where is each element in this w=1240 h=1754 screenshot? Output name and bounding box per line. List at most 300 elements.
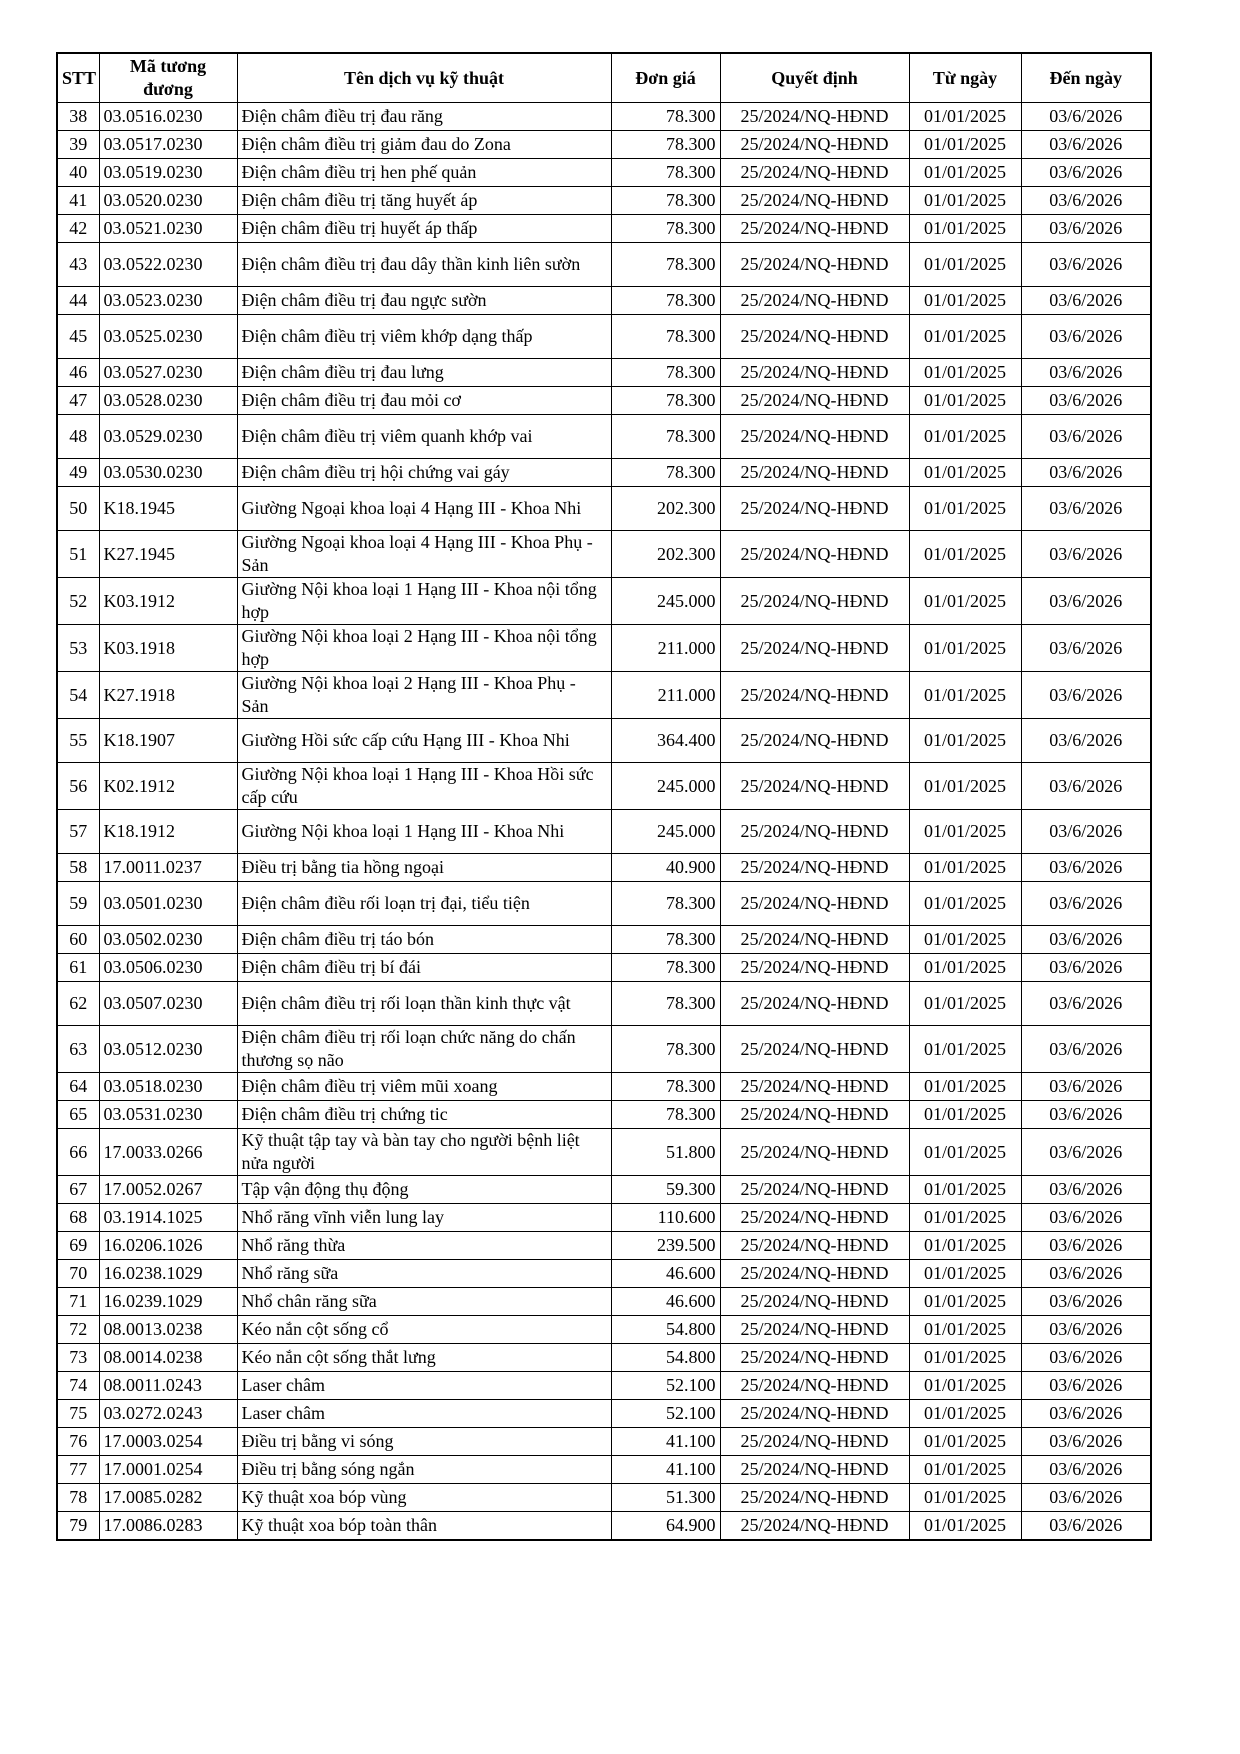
row-code: 03.0521.0230 — [99, 215, 237, 243]
row-from-date: 01/01/2025 — [909, 810, 1021, 854]
row-service-name: Nhổ chân răng sữa — [237, 1288, 611, 1316]
row-from-date: 01/01/2025 — [909, 1176, 1021, 1204]
table-row — [57, 243, 1151, 287]
table-row — [57, 1073, 1151, 1101]
row-code: 08.0011.0243 — [99, 1372, 237, 1400]
table-row — [57, 854, 1151, 882]
row-from-date: 01/01/2025 — [909, 1456, 1021, 1484]
row-code: K18.1912 — [99, 810, 237, 854]
row-code: K02.1912 — [99, 763, 237, 810]
row-service-name: Nhổ răng thừa — [237, 1232, 611, 1260]
row-to-date: 03/6/2026 — [1021, 719, 1151, 763]
row-code: 17.0086.0283 — [99, 1512, 237, 1541]
row-to-date: 03/6/2026 — [1021, 1484, 1151, 1512]
row-to-date: 03/6/2026 — [1021, 159, 1151, 187]
row-code: 03.0516.0230 — [99, 103, 237, 131]
row-to-date: 03/6/2026 — [1021, 1129, 1151, 1176]
row-price: 78.300 — [611, 187, 720, 215]
row-decision: 25/2024/NQ-HĐND — [720, 1101, 909, 1129]
table-row — [57, 531, 1151, 578]
row-code: 03.1914.1025 — [99, 1204, 237, 1232]
table-row — [57, 187, 1151, 215]
row-price: 40.900 — [611, 854, 720, 882]
row-stt: 75 — [57, 1400, 99, 1428]
row-decision: 25/2024/NQ-HĐND — [720, 719, 909, 763]
row-price: 78.300 — [611, 926, 720, 954]
row-to-date: 03/6/2026 — [1021, 1512, 1151, 1541]
row-price: 51.800 — [611, 1129, 720, 1176]
row-to-date: 03/6/2026 — [1021, 415, 1151, 459]
row-code: 03.0512.0230 — [99, 1026, 237, 1073]
row-decision: 25/2024/NQ-HĐND — [720, 187, 909, 215]
row-service-name: Điện châm điều trị táo bón — [237, 926, 611, 954]
row-to-date: 03/6/2026 — [1021, 810, 1151, 854]
row-decision: 25/2024/NQ-HĐND — [720, 1512, 909, 1541]
row-to-date: 03/6/2026 — [1021, 854, 1151, 882]
row-decision: 25/2024/NQ-HĐND — [720, 1344, 909, 1372]
row-code: 03.0501.0230 — [99, 882, 237, 926]
row-price: 78.300 — [611, 982, 720, 1026]
row-stt: 45 — [57, 315, 99, 359]
row-to-date: 03/6/2026 — [1021, 487, 1151, 531]
row-decision: 25/2024/NQ-HĐND — [720, 243, 909, 287]
header-decision: Quyết định — [720, 53, 909, 103]
row-price: 364.400 — [611, 719, 720, 763]
row-stt: 67 — [57, 1176, 99, 1204]
row-stt: 63 — [57, 1026, 99, 1073]
row-from-date: 01/01/2025 — [909, 1512, 1021, 1541]
row-to-date: 03/6/2026 — [1021, 1428, 1151, 1456]
row-from-date: 01/01/2025 — [909, 578, 1021, 625]
row-decision: 25/2024/NQ-HĐND — [720, 854, 909, 882]
row-from-date: 01/01/2025 — [909, 387, 1021, 415]
row-decision: 25/2024/NQ-HĐND — [720, 954, 909, 982]
row-stt: 52 — [57, 578, 99, 625]
row-decision: 25/2024/NQ-HĐND — [720, 810, 909, 854]
row-stt: 64 — [57, 1073, 99, 1101]
row-service-name: Kỹ thuật tập tay và bàn tay cho người bệnh liệt nửa người — [237, 1129, 611, 1176]
row-to-date: 03/6/2026 — [1021, 1344, 1151, 1372]
row-stt: 72 — [57, 1316, 99, 1344]
row-to-date: 03/6/2026 — [1021, 387, 1151, 415]
row-to-date: 03/6/2026 — [1021, 1372, 1151, 1400]
row-from-date: 01/01/2025 — [909, 1232, 1021, 1260]
row-to-date: 03/6/2026 — [1021, 672, 1151, 719]
row-service-name: Điện châm điều trị đau ngực sườn — [237, 287, 611, 315]
row-stt: 66 — [57, 1129, 99, 1176]
table-row — [57, 954, 1151, 982]
row-from-date: 01/01/2025 — [909, 1344, 1021, 1372]
row-service-name: Laser châm — [237, 1372, 611, 1400]
row-service-name: Điện châm điều trị huyết áp thấp — [237, 215, 611, 243]
row-decision: 25/2024/NQ-HĐND — [720, 982, 909, 1026]
row-price: 41.100 — [611, 1456, 720, 1484]
table-row — [57, 1484, 1151, 1512]
table-row — [57, 1232, 1151, 1260]
table-row — [57, 459, 1151, 487]
row-decision: 25/2024/NQ-HĐND — [720, 1204, 909, 1232]
row-service-name: Giường Nội khoa loại 2 Hạng III - Khoa Phụ - Sản — [237, 672, 611, 719]
row-to-date: 03/6/2026 — [1021, 531, 1151, 578]
row-stt: 51 — [57, 531, 99, 578]
row-decision: 25/2024/NQ-HĐND — [720, 159, 909, 187]
row-service-name: Giường Nội khoa loại 2 Hạng III - Khoa nội tổng hợp — [237, 625, 611, 672]
row-service-name: Điều trị bằng tia hồng ngoại — [237, 854, 611, 882]
row-to-date: 03/6/2026 — [1021, 1204, 1151, 1232]
row-to-date: 03/6/2026 — [1021, 215, 1151, 243]
row-code: K27.1945 — [99, 531, 237, 578]
row-decision: 25/2024/NQ-HĐND — [720, 215, 909, 243]
row-service-name: Điện châm điều trị rối loạn thần kinh thực vật — [237, 982, 611, 1026]
row-from-date: 01/01/2025 — [909, 243, 1021, 287]
table-row — [57, 763, 1151, 810]
row-price: 78.300 — [611, 387, 720, 415]
row-stt: 56 — [57, 763, 99, 810]
row-decision: 25/2024/NQ-HĐND — [720, 131, 909, 159]
row-from-date: 01/01/2025 — [909, 131, 1021, 159]
table-row — [57, 1204, 1151, 1232]
row-to-date: 03/6/2026 — [1021, 1260, 1151, 1288]
row-stt: 47 — [57, 387, 99, 415]
row-price: 78.300 — [611, 415, 720, 459]
row-decision: 25/2024/NQ-HĐND — [720, 1484, 909, 1512]
row-stt: 39 — [57, 131, 99, 159]
row-from-date: 01/01/2025 — [909, 854, 1021, 882]
row-stt: 42 — [57, 215, 99, 243]
row-stt: 68 — [57, 1204, 99, 1232]
row-stt: 46 — [57, 359, 99, 387]
table-row — [57, 926, 1151, 954]
row-decision: 25/2024/NQ-HĐND — [720, 1176, 909, 1204]
row-code: 17.0085.0282 — [99, 1484, 237, 1512]
row-price: 59.300 — [611, 1176, 720, 1204]
row-to-date: 03/6/2026 — [1021, 131, 1151, 159]
row-price: 78.300 — [611, 359, 720, 387]
row-service-name: Kéo nắn cột sống thắt lưng — [237, 1344, 611, 1372]
row-decision: 25/2024/NQ-HĐND — [720, 287, 909, 315]
row-to-date: 03/6/2026 — [1021, 982, 1151, 1026]
table-row — [57, 1288, 1151, 1316]
row-stt: 41 — [57, 187, 99, 215]
row-to-date: 03/6/2026 — [1021, 954, 1151, 982]
row-code: 16.0206.1026 — [99, 1232, 237, 1260]
table-row — [57, 1512, 1151, 1541]
service-price-table — [56, 52, 1152, 1541]
table-row — [57, 415, 1151, 459]
row-stt: 76 — [57, 1428, 99, 1456]
row-decision: 25/2024/NQ-HĐND — [720, 672, 909, 719]
row-price: 110.600 — [611, 1204, 720, 1232]
row-from-date: 01/01/2025 — [909, 1129, 1021, 1176]
row-stt: 69 — [57, 1232, 99, 1260]
row-price: 54.800 — [611, 1344, 720, 1372]
row-code: 03.0507.0230 — [99, 982, 237, 1026]
row-stt: 74 — [57, 1372, 99, 1400]
row-stt: 62 — [57, 982, 99, 1026]
row-stt: 58 — [57, 854, 99, 882]
table-row — [57, 487, 1151, 531]
row-code: 16.0238.1029 — [99, 1260, 237, 1288]
table-row — [57, 625, 1151, 672]
row-to-date: 03/6/2026 — [1021, 103, 1151, 131]
row-to-date: 03/6/2026 — [1021, 315, 1151, 359]
table-row — [57, 103, 1151, 131]
table-row — [57, 1101, 1151, 1129]
row-to-date: 03/6/2026 — [1021, 1101, 1151, 1129]
row-decision: 25/2024/NQ-HĐND — [720, 578, 909, 625]
row-price: 239.500 — [611, 1232, 720, 1260]
row-service-name: Điện châm điều trị viêm khớp dạng thấp — [237, 315, 611, 359]
row-to-date: 03/6/2026 — [1021, 1232, 1151, 1260]
row-from-date: 01/01/2025 — [909, 1260, 1021, 1288]
row-code: 03.0528.0230 — [99, 387, 237, 415]
row-service-name: Điều trị bằng sóng ngắn — [237, 1456, 611, 1484]
table-row — [57, 1129, 1151, 1176]
row-from-date: 01/01/2025 — [909, 1101, 1021, 1129]
row-decision: 25/2024/NQ-HĐND — [720, 315, 909, 359]
row-from-date: 01/01/2025 — [909, 103, 1021, 131]
row-price: 78.300 — [611, 287, 720, 315]
row-to-date: 03/6/2026 — [1021, 1073, 1151, 1101]
row-decision: 25/2024/NQ-HĐND — [720, 1372, 909, 1400]
row-price: 52.100 — [611, 1400, 720, 1428]
table-row — [57, 578, 1151, 625]
row-price: 51.300 — [611, 1484, 720, 1512]
row-price: 245.000 — [611, 810, 720, 854]
row-decision: 25/2024/NQ-HĐND — [720, 1129, 909, 1176]
table-row — [57, 387, 1151, 415]
row-from-date: 01/01/2025 — [909, 1204, 1021, 1232]
row-decision: 25/2024/NQ-HĐND — [720, 1026, 909, 1073]
row-price: 52.100 — [611, 1372, 720, 1400]
row-stt: 43 — [57, 243, 99, 287]
row-price: 46.600 — [611, 1260, 720, 1288]
row-stt: 77 — [57, 1456, 99, 1484]
row-decision: 25/2024/NQ-HĐND — [720, 1456, 909, 1484]
table-row — [57, 131, 1151, 159]
row-code: 08.0014.0238 — [99, 1344, 237, 1372]
row-from-date: 01/01/2025 — [909, 287, 1021, 315]
table-row — [57, 1176, 1151, 1204]
row-to-date: 03/6/2026 — [1021, 243, 1151, 287]
row-code: 03.0522.0230 — [99, 243, 237, 287]
row-service-name: Điện châm điều trị đau mỏi cơ — [237, 387, 611, 415]
row-from-date: 01/01/2025 — [909, 1372, 1021, 1400]
row-service-name: Điện châm điều trị hội chứng vai gáy — [237, 459, 611, 487]
row-price: 78.300 — [611, 103, 720, 131]
row-stt: 73 — [57, 1344, 99, 1372]
row-to-date: 03/6/2026 — [1021, 1316, 1151, 1344]
row-code: 03.0517.0230 — [99, 131, 237, 159]
table-row — [57, 1400, 1151, 1428]
row-price: 245.000 — [611, 763, 720, 810]
row-service-name: Laser châm — [237, 1400, 611, 1428]
row-price: 78.300 — [611, 243, 720, 287]
row-code: 17.0052.0267 — [99, 1176, 237, 1204]
row-price: 202.300 — [611, 487, 720, 531]
row-service-name: Điện châm điều trị giảm đau do Zona — [237, 131, 611, 159]
row-stt: 59 — [57, 882, 99, 926]
row-from-date: 01/01/2025 — [909, 415, 1021, 459]
row-service-name: Giường Ngoại khoa loại 4 Hạng III - Khoa Nhi — [237, 487, 611, 531]
row-decision: 25/2024/NQ-HĐND — [720, 387, 909, 415]
row-from-date: 01/01/2025 — [909, 1428, 1021, 1456]
row-from-date: 01/01/2025 — [909, 459, 1021, 487]
row-from-date: 01/01/2025 — [909, 1484, 1021, 1512]
row-decision: 25/2024/NQ-HĐND — [720, 1232, 909, 1260]
row-price: 211.000 — [611, 672, 720, 719]
row-service-name: Giường Nội khoa loại 1 Hạng III - Khoa Nhi — [237, 810, 611, 854]
table-row — [57, 1372, 1151, 1400]
row-code: K03.1918 — [99, 625, 237, 672]
row-code: 03.0525.0230 — [99, 315, 237, 359]
row-code: 17.0033.0266 — [99, 1129, 237, 1176]
row-stt: 49 — [57, 459, 99, 487]
row-stt: 61 — [57, 954, 99, 982]
row-service-name: Điện châm điều trị viêm mũi xoang — [237, 1073, 611, 1101]
row-price: 78.300 — [611, 1073, 720, 1101]
table-row — [57, 315, 1151, 359]
row-decision: 25/2024/NQ-HĐND — [720, 1288, 909, 1316]
row-stt: 70 — [57, 1260, 99, 1288]
row-code: 17.0011.0237 — [99, 854, 237, 882]
table-row — [57, 1456, 1151, 1484]
row-to-date: 03/6/2026 — [1021, 578, 1151, 625]
row-decision: 25/2024/NQ-HĐND — [720, 359, 909, 387]
row-code: 17.0003.0254 — [99, 1428, 237, 1456]
row-price: 78.300 — [611, 159, 720, 187]
table-row — [57, 982, 1151, 1026]
row-price: 46.600 — [611, 1288, 720, 1316]
row-service-name: Điện châm điều trị đau dây thần kinh liên sườn — [237, 243, 611, 287]
row-stt: 65 — [57, 1101, 99, 1129]
row-from-date: 01/01/2025 — [909, 159, 1021, 187]
table-body — [57, 103, 1151, 1541]
row-code: K18.1945 — [99, 487, 237, 531]
header-from: Từ ngày — [909, 53, 1021, 103]
row-to-date: 03/6/2026 — [1021, 1400, 1151, 1428]
row-service-name: Giường Hồi sức cấp cứu Hạng III - Khoa Nhi — [237, 719, 611, 763]
row-decision: 25/2024/NQ-HĐND — [720, 625, 909, 672]
row-price: 54.800 — [611, 1316, 720, 1344]
row-stt: 44 — [57, 287, 99, 315]
row-to-date: 03/6/2026 — [1021, 1026, 1151, 1073]
row-price: 78.300 — [611, 315, 720, 359]
row-service-name: Nhổ răng vĩnh viễn lung lay — [237, 1204, 611, 1232]
row-service-name: Điện châm điều trị đau răng — [237, 103, 611, 131]
row-service-name: Kỹ thuật xoa bóp toàn thân — [237, 1512, 611, 1541]
row-service-name: Điện châm điều trị chứng tic — [237, 1101, 611, 1129]
row-from-date: 01/01/2025 — [909, 487, 1021, 531]
row-from-date: 01/01/2025 — [909, 359, 1021, 387]
row-price: 202.300 — [611, 531, 720, 578]
row-stt: 40 — [57, 159, 99, 187]
row-to-date: 03/6/2026 — [1021, 287, 1151, 315]
table-row — [57, 810, 1151, 854]
row-to-date: 03/6/2026 — [1021, 1288, 1151, 1316]
row-service-name: Điều trị bằng vi sóng — [237, 1428, 611, 1456]
row-code: 17.0001.0254 — [99, 1456, 237, 1484]
row-from-date: 01/01/2025 — [909, 187, 1021, 215]
row-stt: 38 — [57, 103, 99, 131]
row-from-date: 01/01/2025 — [909, 1316, 1021, 1344]
row-stt: 71 — [57, 1288, 99, 1316]
table-row — [57, 882, 1151, 926]
row-service-name: Kéo nắn cột sống cổ — [237, 1316, 611, 1344]
row-to-date: 03/6/2026 — [1021, 625, 1151, 672]
row-decision: 25/2024/NQ-HĐND — [720, 531, 909, 578]
row-code: 03.0527.0230 — [99, 359, 237, 387]
row-service-name: Giường Ngoại khoa loại 4 Hạng III - Khoa Phụ - Sản — [237, 531, 611, 578]
row-decision: 25/2024/NQ-HĐND — [720, 1073, 909, 1101]
row-decision: 25/2024/NQ-HĐND — [720, 415, 909, 459]
table-row — [57, 1316, 1151, 1344]
row-code: 03.0520.0230 — [99, 187, 237, 215]
table-row — [57, 287, 1151, 315]
row-code: 03.0523.0230 — [99, 287, 237, 315]
row-code: 03.0529.0230 — [99, 415, 237, 459]
row-from-date: 01/01/2025 — [909, 672, 1021, 719]
row-price: 78.300 — [611, 215, 720, 243]
row-price: 78.300 — [611, 1026, 720, 1073]
row-to-date: 03/6/2026 — [1021, 459, 1151, 487]
row-decision: 25/2024/NQ-HĐND — [720, 1260, 909, 1288]
row-stt: 48 — [57, 415, 99, 459]
row-price: 211.000 — [611, 625, 720, 672]
header-row — [57, 53, 1151, 103]
row-price: 64.900 — [611, 1512, 720, 1541]
row-decision: 25/2024/NQ-HĐND — [720, 1316, 909, 1344]
row-code: 03.0502.0230 — [99, 926, 237, 954]
row-decision: 25/2024/NQ-HĐND — [720, 103, 909, 131]
row-stt: 50 — [57, 487, 99, 531]
table-row — [57, 159, 1151, 187]
row-decision: 25/2024/NQ-HĐND — [720, 1428, 909, 1456]
row-price: 78.300 — [611, 1101, 720, 1129]
row-to-date: 03/6/2026 — [1021, 882, 1151, 926]
row-from-date: 01/01/2025 — [909, 315, 1021, 359]
row-stt: 79 — [57, 1512, 99, 1541]
header-to: Đến ngày — [1021, 53, 1151, 103]
row-code: 03.0272.0243 — [99, 1400, 237, 1428]
row-service-name: Giường Nội khoa loại 1 Hạng III - Khoa Hồi sức cấp cứu — [237, 763, 611, 810]
row-from-date: 01/01/2025 — [909, 954, 1021, 982]
row-decision: 25/2024/NQ-HĐND — [720, 459, 909, 487]
row-from-date: 01/01/2025 — [909, 882, 1021, 926]
row-service-name: Điện châm điều trị bí đái — [237, 954, 611, 982]
header-code: Mã tương đương — [99, 53, 237, 103]
row-price: 78.300 — [611, 131, 720, 159]
row-stt: 53 — [57, 625, 99, 672]
row-price: 78.300 — [611, 882, 720, 926]
row-stt: 55 — [57, 719, 99, 763]
row-to-date: 03/6/2026 — [1021, 1456, 1151, 1484]
row-service-name: Điện châm điều trị rối loạn chức năng do chấn thương sọ não — [237, 1026, 611, 1073]
table-row — [57, 719, 1151, 763]
row-code: 03.0519.0230 — [99, 159, 237, 187]
row-code: 03.0531.0230 — [99, 1101, 237, 1129]
row-from-date: 01/01/2025 — [909, 1288, 1021, 1316]
row-to-date: 03/6/2026 — [1021, 359, 1151, 387]
table-row — [57, 1344, 1151, 1372]
row-from-date: 01/01/2025 — [909, 1400, 1021, 1428]
row-stt: 78 — [57, 1484, 99, 1512]
row-code: 03.0506.0230 — [99, 954, 237, 982]
row-to-date: 03/6/2026 — [1021, 187, 1151, 215]
row-service-name: Điện châm điều trị tăng huyết áp — [237, 187, 611, 215]
row-from-date: 01/01/2025 — [909, 625, 1021, 672]
row-to-date: 03/6/2026 — [1021, 926, 1151, 954]
